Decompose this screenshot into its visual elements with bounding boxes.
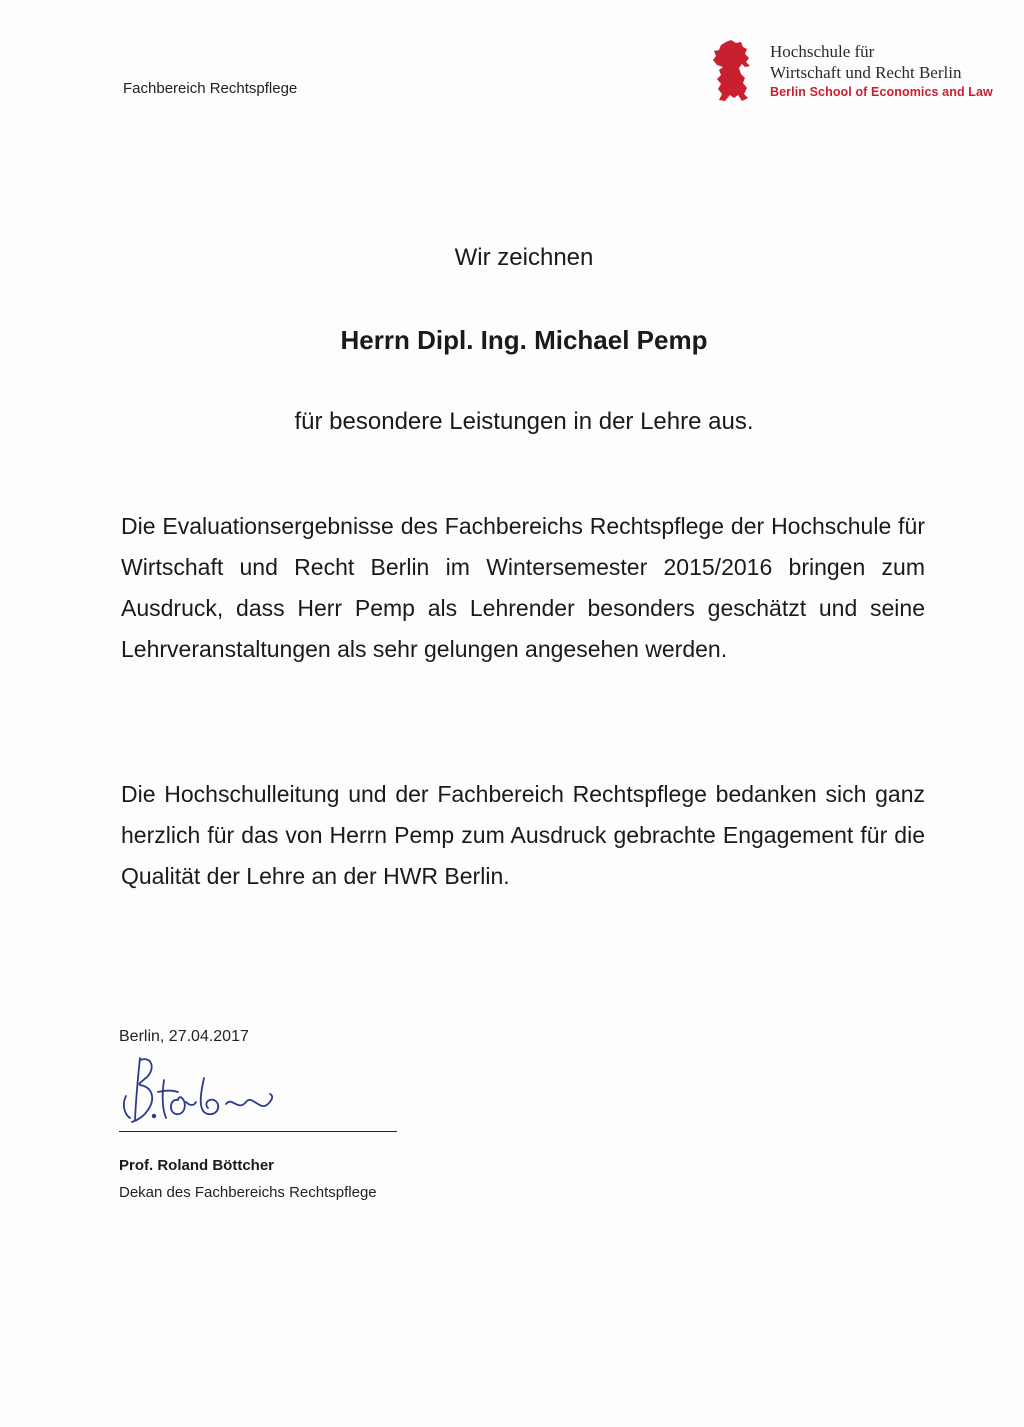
logo-line-3: Berlin School of Economics and Law <box>770 85 993 99</box>
handwritten-signature <box>118 1052 308 1132</box>
signature-line <box>119 1131 397 1132</box>
body-paragraph-2: Die Hochschulleitung und der Fachbereich Rechtspflege bedanken sich ganz herzlich für das von Herrn Pemp zum Ausdruck gebrachte Engagement für die Qualität der Lehre an der HWR Berlin. <box>121 781 925 889</box>
honoree-name: Herrn Dipl. Ing. Michael Pemp <box>340 325 708 355</box>
body-paragraph-1: Die Evaluationsergebnisse des Fachbereichs Rechtspflege der Hochschule für Wirtschaft und Recht Berlin im Wintersemester 2015/2016 bringen zum Ausdruck, dass Herr Pemp als Lehrender besonders geschätzt und seine Lehrveranstaltungen als sehr gelungen angesehen werden. <box>121 513 925 662</box>
award-intro: Wir zeichnen <box>454 244 594 271</box>
logo-line-1: Hochschule für <box>770 42 875 61</box>
signer-name: Prof. Roland Böttcher <box>119 1157 275 1174</box>
logo-line-2: Wirtschaft und Recht Berlin <box>770 63 962 82</box>
department-header: Fachbereich Rechtspflege <box>123 80 298 97</box>
signer-role: Dekan des Fachbereichs Rechtspflege <box>119 1184 377 1201</box>
award-reason: für besondere Leistungen in der Lehre aus. <box>294 408 754 435</box>
logo-text <box>770 41 1002 101</box>
berlin-bear-icon <box>712 40 752 102</box>
place-date: Berlin, 27.04.2017 <box>119 1028 249 1045</box>
university-logo <box>712 40 1002 106</box>
